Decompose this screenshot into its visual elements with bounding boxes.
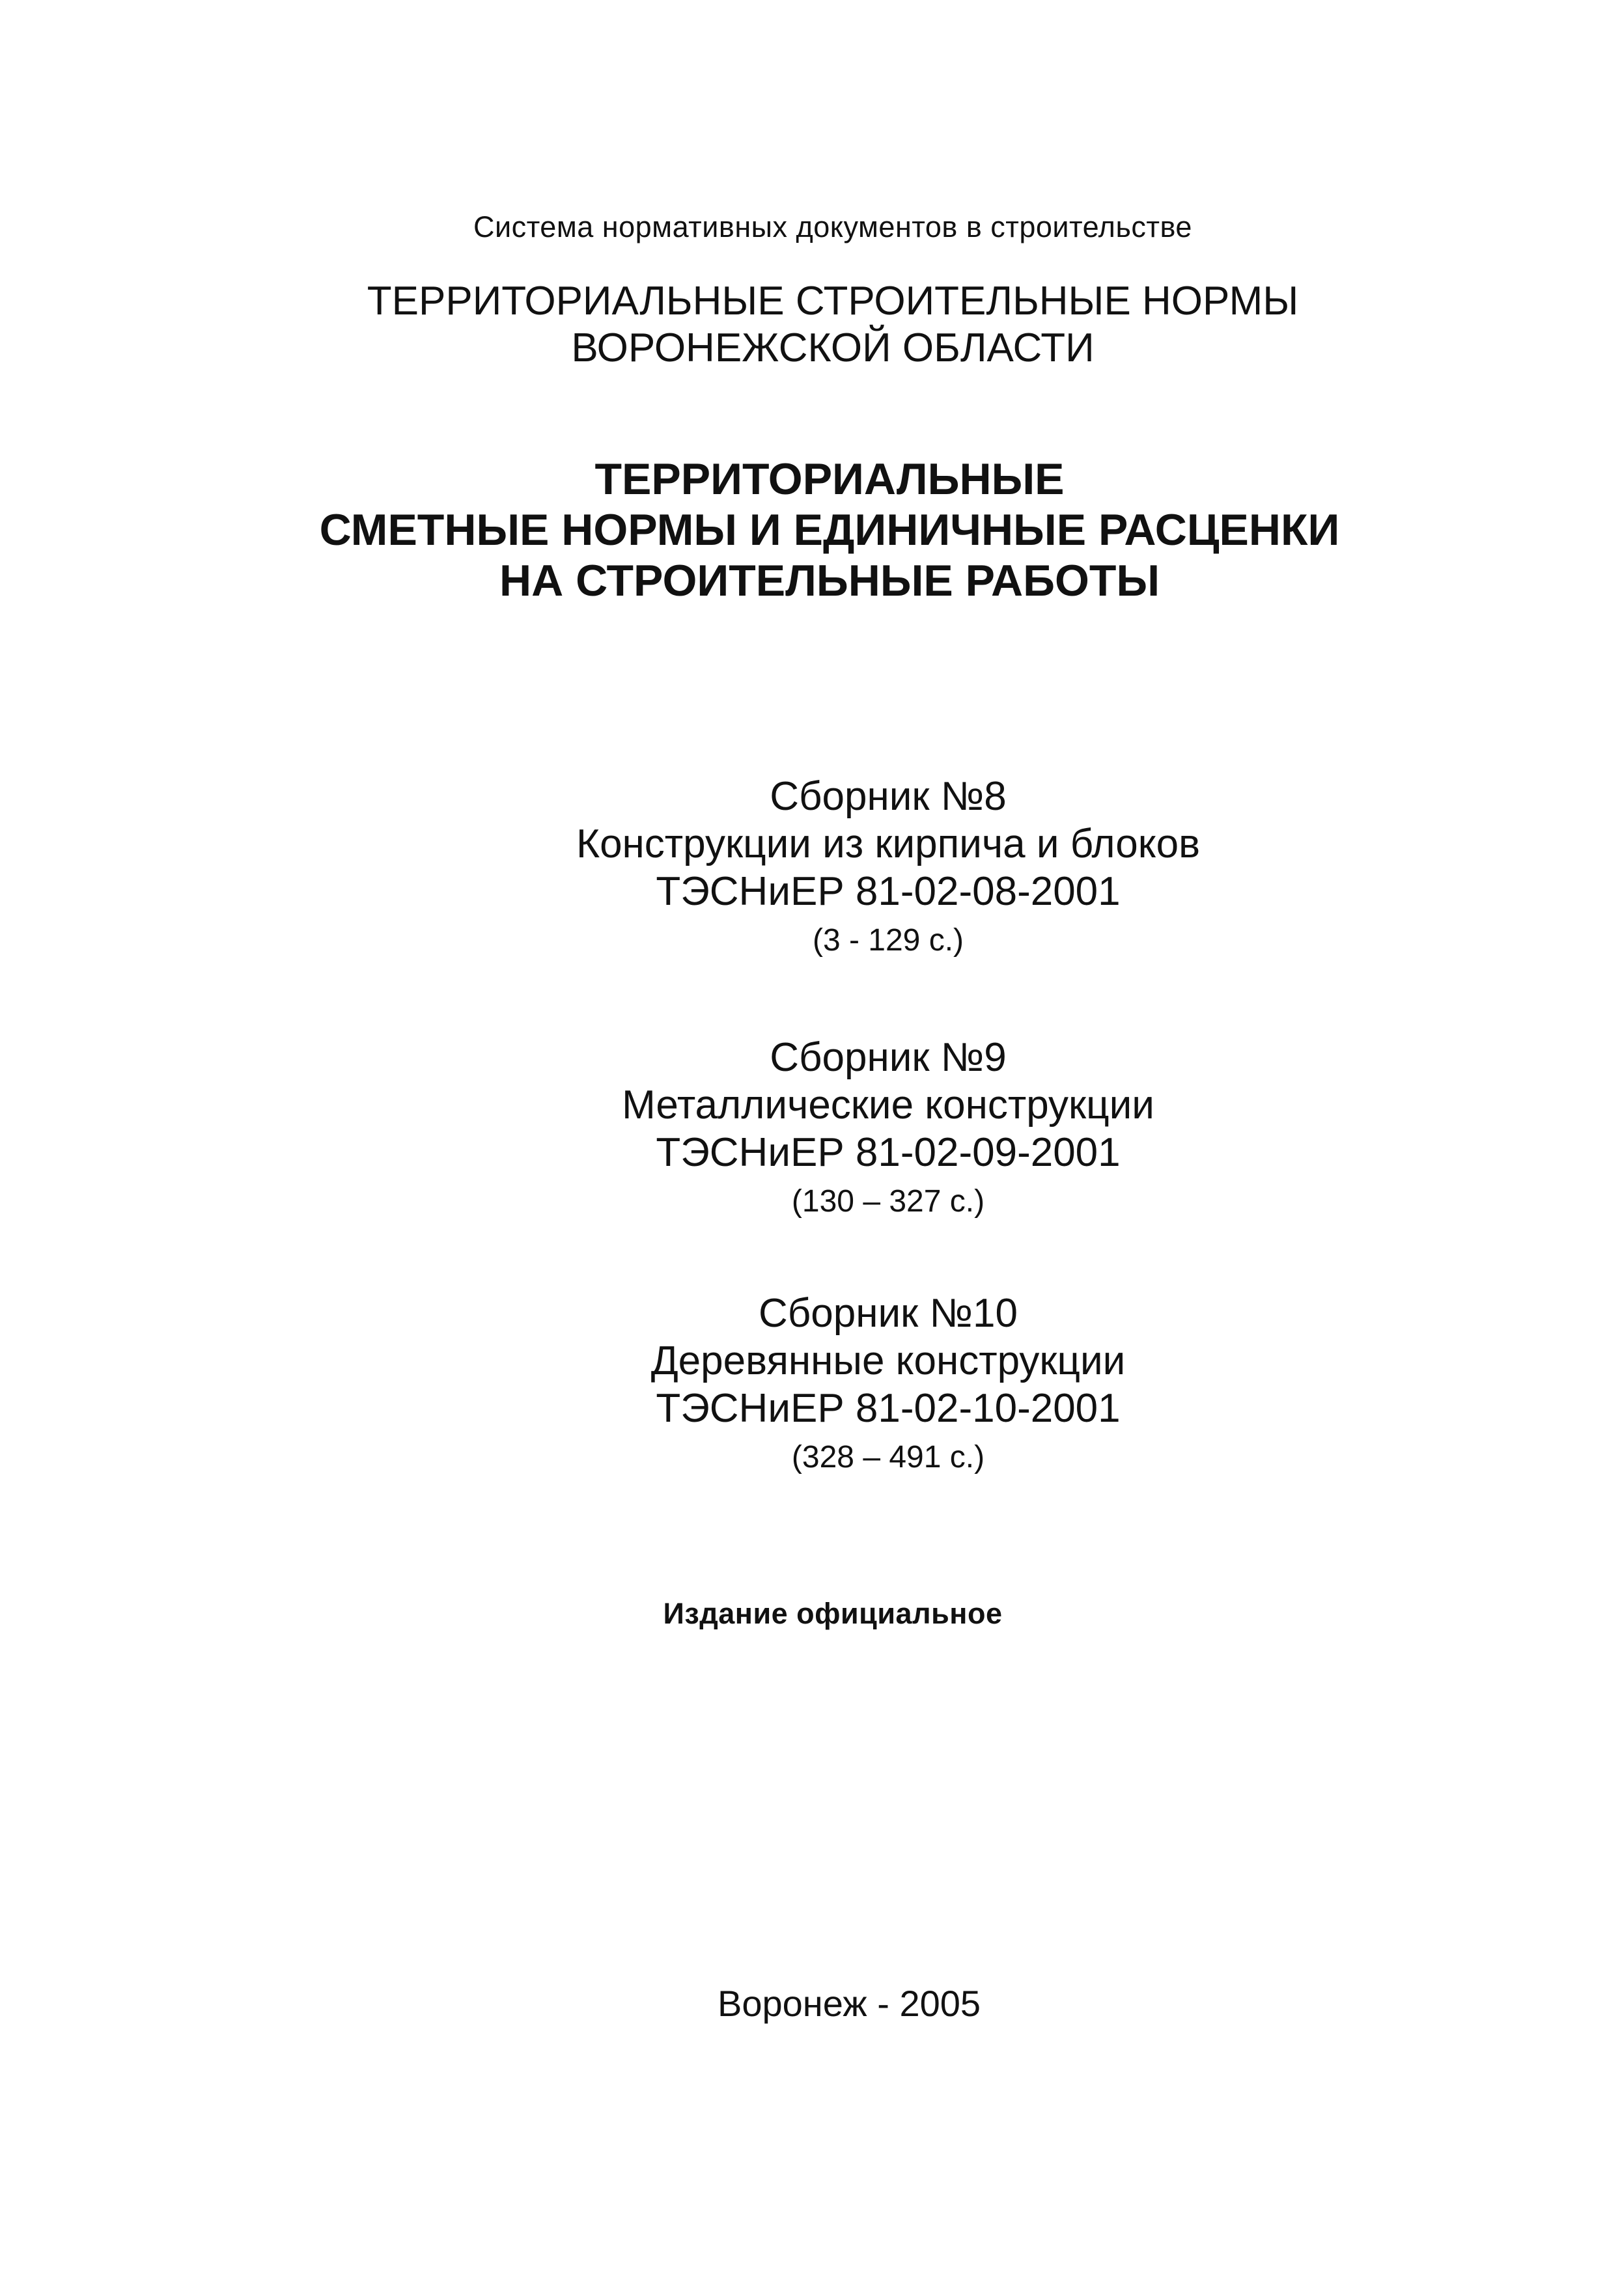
collection-subject: Конструкции из кирпича и блоков bbox=[576, 822, 1201, 866]
main-title-line-3: НА СТРОИТЕЛЬНЫЕ РАБОТЫ bbox=[499, 556, 1160, 605]
city-year: Воронеж - 2005 bbox=[717, 1983, 981, 2024]
main-title-line-2: СМЕТНЫЕ НОРМЫ И ЕДИНИЧНЫЕ РАСЦЕНКИ bbox=[319, 505, 1340, 555]
collection-code: ТЭСНиЕР 81-02-09-2001 bbox=[656, 1130, 1121, 1175]
collection-pages: (328 – 491 с.) bbox=[791, 1440, 985, 1474]
territorial-norms-heading: ТЕРРИТОРИАЛЬНЫЕ СТРОИТЕЛЬНЫЕ НОРМЫ bbox=[367, 279, 1299, 324]
collection-pages: (130 – 327 с.) bbox=[791, 1184, 985, 1219]
collection-code: ТЭСНиЕР 81-02-08-2001 bbox=[656, 869, 1121, 914]
collection-title: Сборник №8 bbox=[770, 774, 1007, 819]
collection-subject: Металлические конструкции bbox=[622, 1083, 1154, 1127]
collection-title: Сборник №9 bbox=[770, 1035, 1007, 1080]
collection-pages: (3 - 129 с.) bbox=[812, 923, 964, 958]
collection-title: Сборник №10 bbox=[759, 1291, 1018, 1336]
edition-note: Издание официальное bbox=[663, 1597, 1003, 1630]
main-title-line-1: ТЕРРИТОРИАЛЬНЫЕ bbox=[594, 454, 1065, 504]
collection-subject: Деревянные конструкции bbox=[650, 1338, 1126, 1383]
document-series: Система нормативных документов в строительстве bbox=[473, 210, 1192, 243]
region-heading: ВОРОНЕЖСКОЙ ОБЛАСТИ bbox=[571, 325, 1095, 370]
collection-code: ТЭСНиЕР 81-02-10-2001 bbox=[656, 1386, 1121, 1431]
